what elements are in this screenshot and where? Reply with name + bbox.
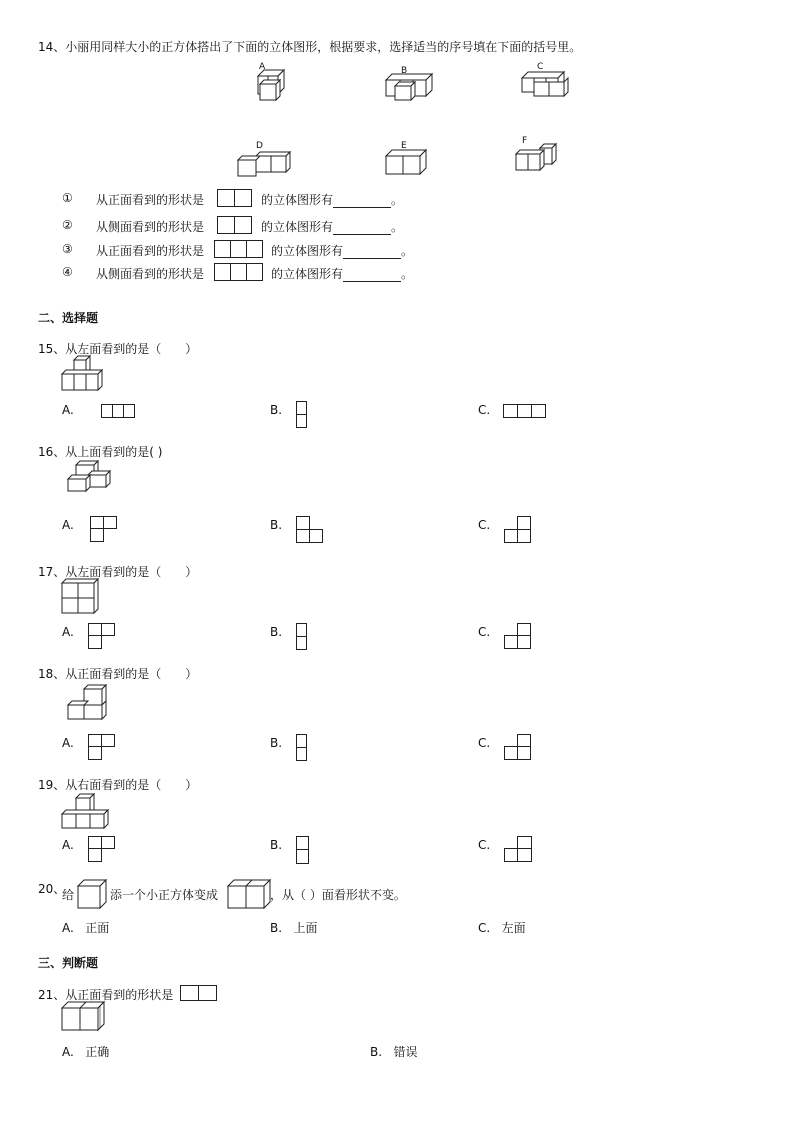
q19-cube-figure (62, 790, 112, 830)
q15-option-c-shape[interactable] (503, 404, 546, 418)
q14-item-1-num: ① (62, 191, 73, 205)
q16-option-b-shape[interactable] (296, 516, 324, 544)
q18-option-a-shape[interactable] (88, 734, 116, 762)
figure-label-c: C (537, 62, 544, 72)
q17-text: 17、从左面看到的是（ ） (38, 565, 198, 579)
q16-option-b[interactable]: B. (270, 518, 283, 532)
q19-text: 19、从右面看到的是（ ） (38, 778, 198, 792)
q21-shape-two-squares (180, 985, 217, 1001)
q20-option-b-text: 上面 (293, 921, 318, 935)
shape-two-squares (217, 216, 252, 234)
q14-item-2-num: ② (62, 218, 73, 232)
answer-blank[interactable] (333, 223, 391, 235)
q16-option-a-shape[interactable] (90, 516, 118, 544)
q20-end: ，从（ ）面看形状不变。 (270, 888, 406, 902)
q17-option-c[interactable]: C. (478, 625, 491, 639)
figure-label-e: E (401, 141, 407, 151)
q14-item-2-suffix: 的立体图形有 。 (261, 220, 404, 234)
q15-text: 15、从左面看到的是（ ） (38, 342, 198, 356)
q18-option-a[interactable]: A. (62, 736, 74, 750)
q15-option-b-shape[interactable] (296, 401, 308, 429)
q20-option-b[interactable]: B. 上面 (270, 921, 318, 935)
q16-option-c[interactable]: C. (478, 518, 491, 532)
figure-label-f: F (522, 136, 528, 146)
section-3-heading: 三、判断题 (38, 956, 99, 970)
cube-figure-d (236, 148, 296, 178)
figure-label-d: D (256, 141, 263, 151)
q14-item-2-prefix: 从侧面看到的形状是 (96, 220, 205, 234)
q18-option-b-shape[interactable] (296, 734, 308, 762)
q20-option-a-text: 正面 (85, 921, 110, 935)
q19-option-c-shape[interactable] (504, 836, 534, 864)
q20-two-cubes (226, 878, 272, 912)
q14-item-4-num: ④ (62, 265, 73, 279)
section-2-heading: 二、选择题 (38, 311, 99, 325)
q19-option-a-shape[interactable] (88, 836, 116, 864)
q15-option-b[interactable]: B. (270, 403, 283, 417)
q19-option-c[interactable]: C. (478, 838, 491, 852)
q20-give: 给 (62, 888, 75, 902)
q19-option-b-shape[interactable] (296, 836, 310, 866)
q14-text: 14、小丽用同样大小的正方体搭出了下面的立体图形，根据要求，选择适当的序号填在下面的括号里。 (38, 40, 582, 54)
q20-option-a[interactable]: A. 正面 (62, 921, 110, 935)
answer-blank[interactable] (343, 270, 401, 282)
cube-figure-a (252, 64, 292, 104)
figure-label-b: B (401, 66, 408, 76)
q18-cube-figure (66, 681, 112, 721)
q16-option-c-shape[interactable] (504, 516, 532, 546)
q20-single-cube (76, 878, 108, 912)
q21-option-b[interactable]: B. 错误 (370, 1045, 418, 1059)
q21-option-a[interactable]: A. 正确 (62, 1045, 110, 1059)
q15-option-a[interactable]: A. (62, 403, 74, 417)
q16-text: 16、从上面看到的是( ) (38, 445, 163, 459)
figure-label-a: A (259, 62, 266, 72)
cube-figure-b (386, 70, 436, 104)
q14-item-3-prefix: 从正面看到的形状是 (96, 244, 205, 258)
cube-figure-c (522, 70, 572, 100)
q14-item-1-suffix: 的立体图形有 。 (261, 193, 404, 207)
q15-option-a-shape[interactable] (101, 404, 135, 418)
q21-text: 21、从正面看到的形状是 (38, 988, 174, 1002)
q21-cube-figure (62, 1000, 112, 1034)
q14-item-4-suffix: 的立体图形有 。 (271, 267, 414, 281)
q21-option-b-text: 错误 (393, 1045, 418, 1059)
cube-figure-e (386, 148, 430, 178)
q17-option-a[interactable]: A. (62, 625, 74, 639)
shape-three-squares (214, 240, 263, 258)
shape-two-squares (217, 189, 252, 207)
q20-number: 20、 (38, 882, 66, 896)
q15-option-c[interactable]: C. (478, 403, 491, 417)
q17-cube-figure (62, 577, 100, 615)
q17-option-a-shape[interactable] (88, 623, 116, 651)
q14-item-3-num: ③ (62, 242, 73, 256)
q18-text: 18、从正面看到的是（ ） (38, 667, 198, 681)
q17-option-b-shape[interactable] (296, 623, 308, 651)
q19-option-a[interactable]: A. (62, 838, 74, 852)
q14-item-4-prefix: 从侧面看到的形状是 (96, 267, 205, 281)
q17-option-b[interactable]: B. (270, 625, 283, 639)
q19-option-b[interactable]: B. (270, 838, 283, 852)
q20-mid: 添一个小正方体变成 (110, 888, 219, 902)
cube-figure-f (514, 142, 562, 174)
q20-option-c[interactable]: C. 左面 (478, 921, 526, 935)
answer-blank[interactable] (343, 247, 401, 259)
q18-option-b[interactable]: B. (270, 736, 283, 750)
q16-cube-figure (66, 457, 112, 493)
shape-three-squares (214, 263, 263, 281)
q20-option-c-text: 左面 (501, 921, 526, 935)
q18-option-c[interactable]: C. (478, 736, 491, 750)
q17-option-c-shape[interactable] (504, 623, 532, 651)
q21-option-a-text: 正确 (85, 1045, 110, 1059)
q15-cube-figure (62, 354, 104, 392)
q18-option-c-shape[interactable] (504, 734, 532, 762)
q14-item-3-suffix: 的立体图形有 。 (271, 244, 414, 258)
answer-blank[interactable] (333, 196, 391, 208)
q14-item-1-prefix: 从正面看到的形状是 (96, 193, 205, 207)
q16-option-a[interactable]: A. (62, 518, 74, 532)
